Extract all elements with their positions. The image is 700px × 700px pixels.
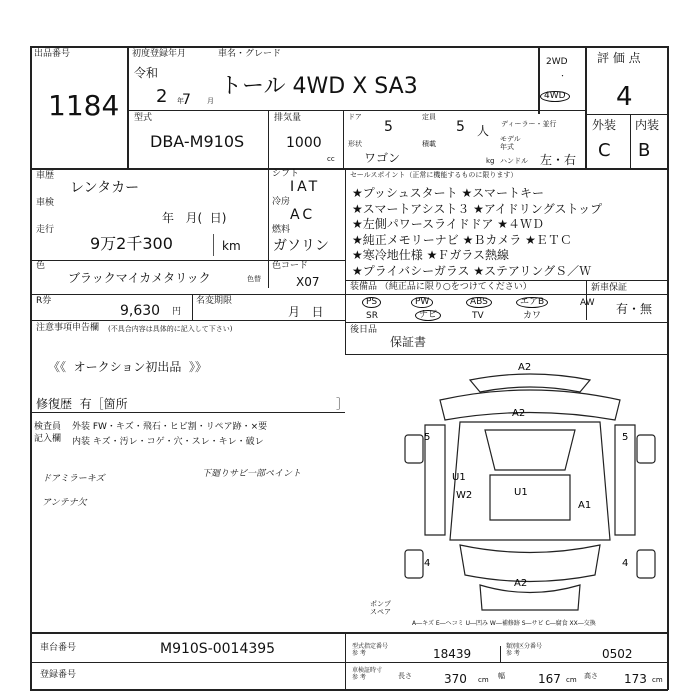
mark-wheel-fr: 5 xyxy=(622,432,629,443)
mark-front: A2 xyxy=(518,362,532,373)
later-value: 保証書 xyxy=(390,335,427,349)
score-value: 4 xyxy=(616,82,633,112)
len-label: 長さ xyxy=(398,672,412,680)
notes-sub: (不具合内容は具体的に記入して下さい) xyxy=(108,325,233,333)
sales-line: ★左側パワースライドドア ★４ＷＤ xyxy=(352,217,545,231)
sales-header: セールスポイント（正常に機能するものに限ります） xyxy=(350,171,518,179)
equip-aw: AW xyxy=(580,298,595,308)
mark-roof: U1 xyxy=(514,487,528,498)
reg-year: 2 xyxy=(156,86,168,107)
windshield-outline xyxy=(485,430,575,470)
equip-leather: カワ xyxy=(523,311,542,321)
inspect-note1: ドアミラーキズ xyxy=(42,474,105,484)
mark-left-door2: W2 xyxy=(456,490,473,501)
reg-era: 令和 xyxy=(134,66,159,80)
mark-wheel-rr: 4 xyxy=(622,558,629,569)
wid-label: 幅 xyxy=(498,672,505,680)
score-int: B xyxy=(638,140,651,161)
hgt-label: 高さ xyxy=(584,672,598,680)
sales-line: ★プライバシーガラス ★ステアリングＳ／Ｗ xyxy=(352,263,592,278)
inspect-exterior: 外装 FW・キズ・飛石・ヒビ割・リペア跡・×要 xyxy=(72,422,268,432)
mark-rear: A2 xyxy=(514,578,528,589)
recycle-unit: 円 xyxy=(172,307,182,317)
equip-navi: ナビ xyxy=(415,310,441,321)
drive-4wd: 4WD xyxy=(540,91,570,102)
dealer-label: ディーラー・並行 xyxy=(501,120,557,128)
capacity-unit: kg xyxy=(486,157,495,165)
disp-unit: cc xyxy=(327,155,335,163)
mileage-unit: km xyxy=(222,239,241,253)
car-name: トール 4WD X SA3 xyxy=(220,74,418,99)
mark-right-door: A1 xyxy=(578,500,592,511)
ac-value: AC xyxy=(290,207,316,223)
seats-unit: 人 xyxy=(477,124,490,138)
doors-value: 5 xyxy=(384,119,393,135)
shaken-label: 車検 xyxy=(36,198,55,208)
body-outline xyxy=(450,422,610,540)
rear-outline xyxy=(460,545,600,582)
cat-label: 類別区分番号 参 考 xyxy=(506,643,543,657)
model-value: DBA-M910S xyxy=(150,132,245,151)
equip-ps: PS xyxy=(362,297,381,308)
wheel-rl xyxy=(405,550,423,578)
wheel-fr xyxy=(637,435,655,463)
color-code-label: 色コード xyxy=(272,261,309,271)
disp-label: 排気量 xyxy=(274,113,302,123)
history-label: 車歴 xyxy=(36,171,55,181)
type-no: 18439 xyxy=(433,647,472,661)
mark-hood: A2 xyxy=(512,408,526,419)
color-value: ブラックマイカメタリック xyxy=(68,271,211,285)
capacity-label: 積載 xyxy=(422,140,436,148)
fuel-label: 燃料 xyxy=(272,225,291,235)
sales-line: ★寒冷地仕様 ★Ｆガラス熱線 xyxy=(352,248,509,262)
sales-line: ★スマートアシスト３ ★アイドリングストップ xyxy=(352,201,603,216)
dealer-handle: ハンドル xyxy=(500,157,528,165)
roof-outline xyxy=(490,475,570,520)
car-diagram xyxy=(400,360,660,630)
color-code: X07 xyxy=(296,275,320,289)
reg-label: 初度登録年月 xyxy=(132,49,187,59)
sales-line: ★プッシュスタート ★スマートキー xyxy=(352,186,545,200)
equip-sr: SR xyxy=(366,311,378,321)
repair-history: 修復歴 有［箇所 xyxy=(36,397,128,411)
rule-row1 xyxy=(30,168,668,170)
mark-wheel-rl: 4 xyxy=(424,558,431,569)
inspect-label: 検査員 記入欄 xyxy=(34,422,62,444)
equip-tv: TV xyxy=(472,311,484,321)
score-ext: C xyxy=(598,140,611,161)
inspect-interior: 内装 キズ・汚レ・コゲ・穴・スレ・キレ・破レ xyxy=(72,437,264,447)
dealer-modelyear: モデル 年式 xyxy=(500,135,521,151)
frame-top xyxy=(30,46,668,48)
equip-pw: PW xyxy=(411,297,433,308)
inspect-note3: 下廻りサビ一部ペイント xyxy=(202,469,302,479)
mileage-label: 走行 xyxy=(36,225,55,235)
lot-label: 出品番号 xyxy=(34,49,71,59)
lot-number: 1184 xyxy=(48,89,120,122)
disp-value: 1000 xyxy=(286,135,322,151)
dim-label: 車検証時寸 参 考 xyxy=(352,667,383,681)
recycle-value: 9,630 xyxy=(120,303,161,319)
seats-value: 5 xyxy=(456,119,465,135)
equip-header: 装備品 （純正品に限り○をつけてください） xyxy=(350,282,532,292)
notes-label: 注意事項申告欄 xyxy=(36,323,100,333)
shaken-value: 年 月( 日) xyxy=(162,211,227,225)
wid-value: 167 xyxy=(538,672,561,686)
drive-2wd: 2WD xyxy=(546,57,568,67)
car-label: 車名・グレード xyxy=(218,49,282,59)
diagram-legend: A―キズ E―ヘコミ U―凹み W―補修跡 S―サビ C―腐食 XX―交換 xyxy=(412,620,596,627)
inspect-note2: アンテナ欠 xyxy=(42,498,87,508)
len-value: 370 xyxy=(444,672,467,686)
chassis-label: 車台番号 xyxy=(40,643,77,653)
cat-no: 0502 xyxy=(602,647,633,661)
dealer-lr: 左・右 xyxy=(540,153,577,167)
later-label: 後日品 xyxy=(350,325,378,335)
notes-text: 《《 オークション初出品 》》 xyxy=(48,360,208,374)
seats-label: 定員 xyxy=(422,113,436,121)
regno-label: 登録番号 xyxy=(40,670,77,680)
diagram-spare: ポンプ スペア xyxy=(370,600,391,617)
front-bumper-outline xyxy=(470,374,590,392)
frame-left xyxy=(30,46,32,690)
hgt-value: 173 xyxy=(624,672,647,686)
model-label: 型式 xyxy=(134,113,153,123)
equip-airbag: エアB xyxy=(516,297,548,308)
history-value: レンタカー xyxy=(70,180,140,196)
newcar-label: 新車保証 xyxy=(591,283,628,293)
score-ext-label: 外装 xyxy=(592,118,617,132)
mileage-value: 9万2千300 xyxy=(90,234,173,253)
type-label: 型式指定番号 参 考 xyxy=(352,643,389,657)
doors-label: ドア xyxy=(348,113,362,121)
shift-label: シフト xyxy=(272,169,300,179)
kigen-label: 名変期限 xyxy=(196,296,233,306)
hood-outline xyxy=(440,390,620,420)
score-label: 評 価 点 xyxy=(597,51,641,65)
wheel-fl xyxy=(405,435,423,463)
chassis-value: M910S-0014395 xyxy=(160,641,276,657)
body-label: 形状 xyxy=(348,140,362,148)
mark-left-door: U1 xyxy=(452,472,466,483)
ac-label: 冷房 xyxy=(272,197,291,207)
wheel-rr xyxy=(637,550,655,578)
sales-line: ★純正メモリーナビ ★Ｂカメラ ★ＥＴＣ xyxy=(352,232,572,247)
frame-right xyxy=(667,46,669,690)
newcar-value: 有・無 xyxy=(616,302,653,316)
fuel-value: ガソリン xyxy=(273,238,329,254)
rear-bumper-outline xyxy=(480,585,580,610)
color-no-label: 色替 xyxy=(247,275,261,283)
score-int-label: 内装 xyxy=(635,118,660,132)
sales-list xyxy=(352,186,602,279)
color-label: 色 xyxy=(36,261,46,271)
mark-wheel-fl: 5 xyxy=(424,432,431,443)
reg-month: 7 xyxy=(182,92,191,108)
kigen-value: 月 日 xyxy=(288,305,324,319)
equip-abs: ABS xyxy=(466,297,492,308)
recycle-label: R券 xyxy=(36,296,52,306)
shift-value: IAT xyxy=(290,179,321,195)
body-value: ワゴン xyxy=(364,151,401,165)
